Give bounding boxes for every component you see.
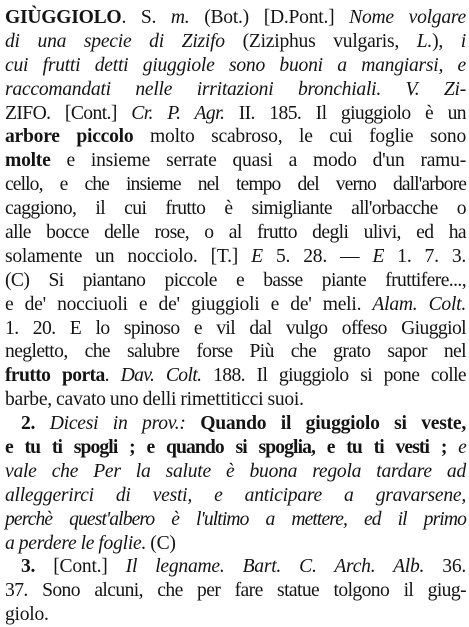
- text-segment: Dav. Colt.: [120, 365, 202, 387]
- entry-line: [5, 484, 466, 508]
- text-segment: 1. 7. 3.: [384, 245, 467, 267]
- entry-line: [5, 460, 466, 484]
- text-segment: (Bot.) [D.Pont.]: [189, 7, 350, 28]
- text-segment: cello, e che insieme nel tempo del verno dall'arbore: [5, 174, 466, 196]
- entry-line: [5, 364, 466, 388]
- text-segment: e insieme serrate quasi a modo d'un ramu-: [50, 150, 466, 172]
- text-segment: Cr. P. Agr.: [131, 102, 225, 124]
- text-segment: ZIFO: [5, 102, 47, 124]
- text-segment: arbore piccolo: [5, 126, 134, 148]
- entry-line: [5, 532, 466, 556]
- text-segment: vale che Per la salute è buona regola tardare ad: [5, 460, 466, 482]
- entry-line: [5, 269, 466, 293]
- entry-line: [5, 30, 466, 54]
- text-segment: .: [104, 365, 121, 387]
- text-segment: cui frutti detti giuggiole sono buoni a mangiarsi, e: [5, 54, 466, 76]
- entry-line: [5, 412, 466, 436]
- entry-line: [5, 173, 466, 197]
- text-segment: 36.: [424, 556, 467, 578]
- headword: GIÙGGIOLO: [5, 7, 122, 28]
- entry-line: [5, 78, 466, 102]
- entry-line: [5, 221, 466, 245]
- text-segment: perchè quest'albero è l'ultimo a mettere, ed il primo: [5, 508, 466, 530]
- text-segment: 3.: [21, 556, 54, 578]
- text-segment: i: [460, 30, 466, 52]
- entry-line: [5, 245, 466, 269]
- text-segment: Il legname. Bart. C. Arch. Alb.: [125, 556, 425, 578]
- entry-line: [5, 197, 466, 221]
- text-segment: molte: [5, 150, 51, 172]
- entry-line: [5, 54, 466, 78]
- text-segment: raccomandati nelle irritazioni bronchiali. V. Zi-: [5, 78, 466, 100]
- text-segment: di una specie di Zizifo: [5, 30, 225, 52]
- entry-line: [5, 579, 466, 603]
- text-segment: molto scabroso, le cui foglie sono: [133, 126, 466, 148]
- text-segment: II. 185. Il giuggiolo è un: [224, 102, 466, 124]
- dictionary-entry: [5, 6, 466, 627]
- text-segment: 5. 28. —: [262, 245, 373, 267]
- text-segment: negletto, che salubre forse Più che grato sapor nel: [5, 341, 466, 363]
- text-segment: 37. Sono alcuni, che per fare statue tolgono il giug-: [5, 580, 466, 602]
- text-segment: e tu ti spogli ; e quando si spoglia, e tu ti vesti ;: [5, 437, 447, 459]
- entry-line: [5, 125, 466, 149]
- text-segment: Dicesi in prov.:: [49, 413, 201, 435]
- text-segment: ),: [432, 30, 461, 52]
- entry-line: [5, 149, 466, 173]
- entry-line: [5, 6, 466, 30]
- entry-line: [5, 508, 466, 532]
- text-segment: [Cont.]: [53, 556, 126, 578]
- text-segment: E: [251, 245, 263, 267]
- text-segment: frutto porta: [5, 365, 105, 387]
- text-segment: (Ziziphus vulgaris,: [224, 30, 417, 52]
- entry-line: [5, 340, 466, 364]
- text-segment: solamente un nocciolo. [T.]: [5, 245, 252, 267]
- text-segment: m.: [170, 7, 190, 28]
- text-segment: giolo.: [5, 604, 49, 626]
- text-segment: . [Cont.]: [46, 102, 132, 124]
- text-segment: Quando il giuggiolo si veste,: [200, 413, 466, 435]
- entry-line: [5, 293, 466, 317]
- text-segment: 1. 20. E lo spinoso e vil dal vulgo offeso Giuggiol: [5, 317, 466, 339]
- text-segment: E: [372, 245, 385, 267]
- text-segment: 2.: [21, 413, 50, 435]
- text-segment: Alam. Colt.: [372, 293, 466, 315]
- entry-line: [5, 436, 466, 460]
- entry-line: [5, 102, 466, 126]
- text-segment: . S.: [121, 7, 171, 28]
- text-segment: e: [446, 437, 466, 459]
- entry-line: [5, 603, 466, 627]
- entry-line: [5, 388, 466, 412]
- text-segment: caggiono, il cui frutto è simigliante all'orbacche o: [5, 198, 466, 220]
- text-segment: a perdere le foglie.: [5, 532, 147, 554]
- text-segment: (C) Si piantano piccole e basse piante fruttifere...,: [5, 269, 466, 291]
- text-segment: 188. Il giuggiolo si pone colle: [201, 365, 467, 387]
- text-segment: Nome volgare: [349, 7, 466, 28]
- entry-line: [5, 317, 466, 341]
- text-segment: (C): [146, 532, 176, 554]
- text-segment: alle bocce delle rose, o al frutto degli ulivi, ed ha: [5, 222, 466, 244]
- entry-line: [5, 555, 466, 579]
- text-segment: e de' nocciuoli e de' giuggioli e de' meli.: [5, 293, 373, 315]
- text-segment: barbe, cavato uno delli rimettiticci suoi.: [5, 389, 304, 411]
- text-segment: L.: [416, 30, 433, 52]
- text-segment: alleggerirci di vesti, e anticipare a gravarsene,: [5, 484, 466, 506]
